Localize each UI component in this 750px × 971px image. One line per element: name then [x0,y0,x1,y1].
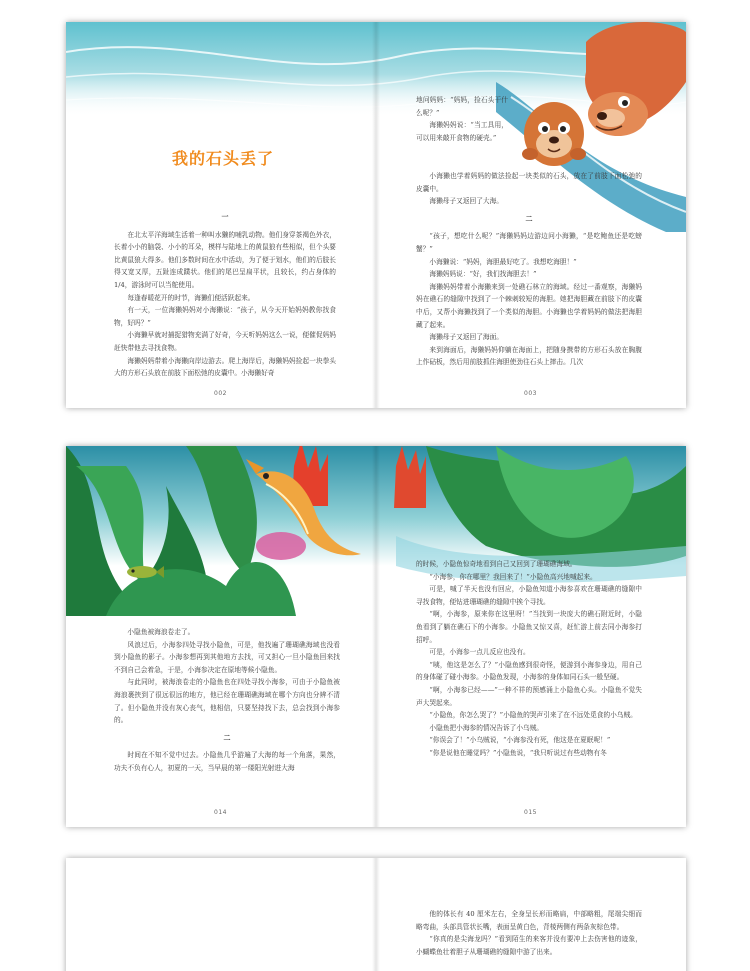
page-002 [66,22,376,408]
paragraph: 在北太平洋海域生活着一种叫水獭的哺乳动物。他们身穿茶褐色外衣，长着小小的脑袋、小小的耳朵，模样与陆地上的黄鼠狼有些相似，但个头要比黄鼠狼大得多。他们多数时间在水中活动，为了便于划水，他们的后肢长得又宽又厚，五趾连成蹼状。他们的尾巴呈扁平状，且较长，约占身体的 1/4，游泳时可以当舵使用。 [114,230,336,289]
paragraph: 地问妈妈：“妈妈，捡石头干什么呢？” [416,96,508,117]
paragraph: 小海獭早就对捕捉猎物充满了好奇，今天听妈妈这么一说，便催促妈妈赶快带他去寻找食物。 [114,331,336,352]
paragraph: 小海獭说：“妈妈，海胆最好吃了。我想吃海胆！” [429,257,577,266]
paragraph: “你是说他在睡觉吗？”小隐鱼说，“我只听说过有些动物有冬 [429,748,607,757]
paragraph: 与此同时，被海浪卷走的小隐鱼也在四处寻找小海参，可由于小隐鱼被海浪裹挟到了很远很远的地方，他已经在珊瑚礁海域在哪个方向也分辨不清了。但小隐鱼并没有灰心丧气，他相信，只要坚持找下去，总会找到小海参的。 [114,678,340,725]
book-spread-2 [66,446,686,827]
paragraph: “你误会了！”小乌贼说，“小海参没有死，他这是在夏眠呢！” [429,736,611,745]
page-015 [376,446,686,827]
page-014 [66,446,376,827]
paragraph: 每逢春暖花开的时节，海獭们便活跃起来。 [127,293,255,302]
paragraph: “你真的是尖海龙吗？”看到陌生的来客并没有要冲上去伤害他的迹象，小蝴蝶鱼壮着胆子从珊瑚礁的缝隙中游了出来。 [416,935,642,956]
paragraph: “啊，小海参，原来你在这里呀！”当找到一块庞大的礁石附近时，小隐鱼看到了躺在礁石下的小海参。小隐鱼又惊又喜，赶忙游上前去同小海参打招呼。 [416,610,642,644]
book-spread-3 [66,858,686,971]
book-gutter [372,22,380,408]
paragraph: 的时候，小隐鱼惊奇地看到自己又回到了珊瑚礁海域。 [416,560,577,568]
paragraph: “孩子，想吃什么呢？”海獭妈妈边游边问小海獭，“是吃鲍鱼还是吃螃蟹？” [416,232,642,253]
paragraph: 有一天，一位海獭妈妈对小海獭说：“孩子，从今天开始妈妈教你找食物，好吗？” [114,306,336,327]
paragraph: 小隐鱼把小海参的情况告诉了小乌贼。 [429,723,544,732]
page-003-text-top [416,94,508,144]
paragraph: 海獭母子又返回了海面。 [429,333,503,342]
paragraph: 可是，喊了半天也没有回应，小隐鱼知道小海参喜欢在珊瑚礁的缝隙中寻找食物，便钻进珊瑚礁的缝隙中挨个寻找。 [416,585,642,606]
paragraph: 来到海面后，海獭妈妈仰躺在海面上，把随身携带的方形石头放在胸腹上作砧板，然后用前肢抓住海胆使劲往石头上摔击。几次 [416,345,642,367]
paragraph: 海獭妈妈说：“好，我们找海胆去！” [429,270,537,279]
book-gutter [372,446,380,827]
paragraph: 小海獭也学着妈妈的做法捡起一块类似的石头，放在了前肢下面松弛的皮囊中。 [416,172,642,193]
page-015-text [416,558,642,760]
page-003 [376,22,686,408]
paragraph: “小海参，你在哪里？我回来了！”小隐鱼高兴地喊起来。 [429,572,597,581]
book-spread-1 [66,22,686,408]
paragraph: 海獭妈妈带着小海獭来到一处礁石林立的海域。经过一番观察，海獭妈妈在礁石的缝隙中找到了一个棘刺较短的海胆。她把海胆藏在前肢下的皮囊中后，又帮小海獭找到了一个类似的海胆。小海獭也学着妈妈的做法把海胆藏了起来。 [416,282,642,329]
page-003-text [416,170,642,369]
paragraph: 海獭母子又返回了大海。 [429,197,503,206]
paragraph: 海獭妈妈带着小海獭向岸边游去。爬上海岸后，海獭妈妈捡起一块拳头大的方形石头放在前肢下面松弛的皮囊中。小海獭好奇 [114,356,336,378]
page-number: 015 [524,809,537,816]
paragraph: 时间在不知不觉中过去。小隐鱼几乎游遍了大海的每一个角落，果然，功夫不负有心人，初夏的一天，当早晨的第一缕阳光射进大海 [114,751,340,772]
book-gutter [372,858,380,971]
paragraph: 海獭妈妈说：“当工具用，可以用来敲开食物的硬壳。” [416,121,508,142]
page-002-text [114,206,336,380]
page-number: 002 [214,390,227,397]
page-text-partial [416,908,642,958]
paragraph: 他的体长有 40 厘米左右，全身呈长形而略扁，中部略粗，尾端尖细而略弯曲，头部具管状长嘴，表面呈黄白色，背棱两侧有两条灰棕色带。 [416,910,642,931]
section-number: 一 [221,212,229,221]
page-number: 003 [524,390,537,397]
page-number: 014 [214,809,227,816]
section-number: 二 [525,213,533,223]
page-right-partial [376,858,686,971]
paragraph: 可是，小海参一点儿反应也没有。 [429,648,530,657]
paragraph: 风浪过后，小海参四处寻找小隐鱼，可是，他找遍了珊瑚礁海域也没看到小隐鱼的影子。小海参想再到其他地方去找，可又担心一旦小隐鱼回来找不到自己会着急，于是，小海参决定在原地等候小隐鱼。 [114,640,340,674]
chapter-title: 我的石头丢了 [172,149,275,168]
paragraph: “咦，他这是怎么了？”小隐鱼感到很奇怪，便游到小海参身边，用自己的身体碰了碰小海参。小隐鱼发现，小海参的身体如同石头一般坚硬。 [416,660,642,682]
paragraph: “小隐鱼，你怎么哭了？”小隐鱼的哭声引来了在不远处觅食的小乌贼。 [429,711,637,720]
paragraph: 小隐鱼被海浪卷走了。 [127,628,195,636]
page-014-text [114,626,340,775]
section-number: 二 [223,732,231,742]
paragraph: “啊，小海参已经——”一种不祥的预感涌上小隐鱼心头。小隐鱼不觉失声大哭起来。 [416,685,642,707]
